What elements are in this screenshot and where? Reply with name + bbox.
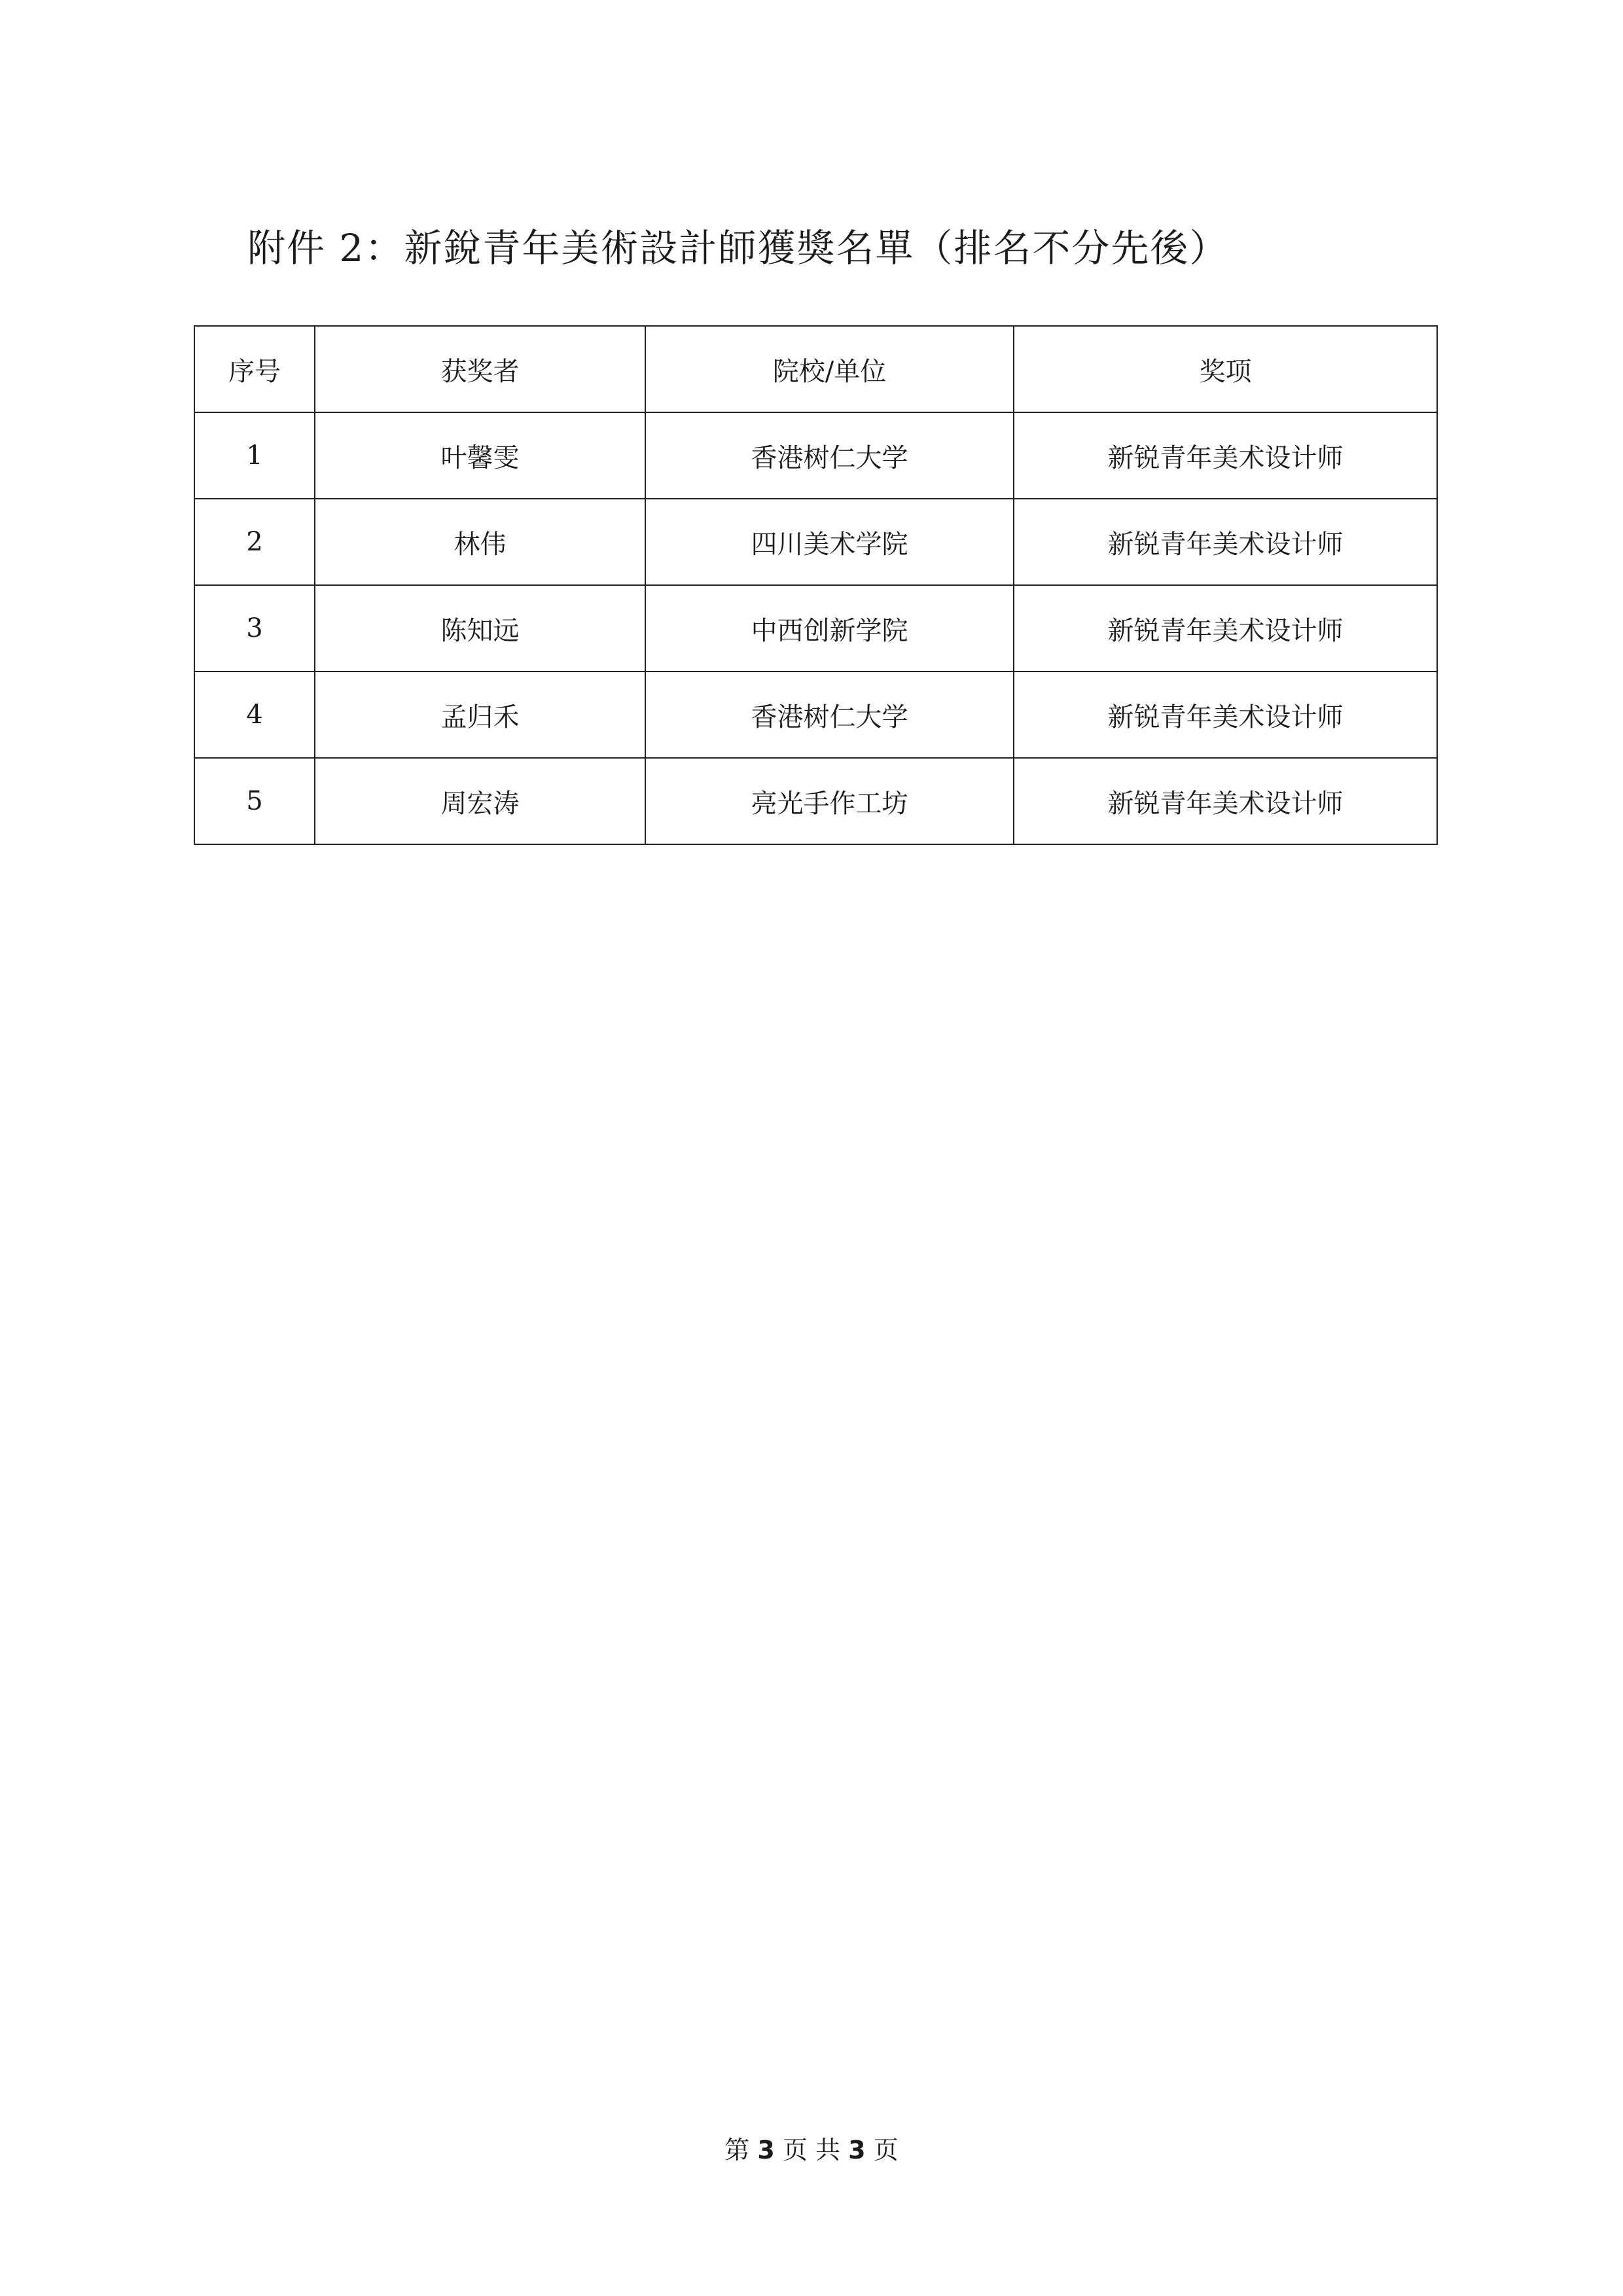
cell-institution: 四川美术学院: [645, 499, 1014, 585]
footer-middle: 页 共: [782, 2136, 841, 2164]
cell-institution: 亮光手作工坊: [645, 758, 1014, 844]
cell-winner: 林伟: [315, 499, 645, 585]
cell-index: 3: [194, 585, 315, 672]
current-page-number: 3: [757, 2136, 775, 2164]
header-institution: 院校/单位: [645, 326, 1014, 412]
footer-prefix: 第: [724, 2136, 750, 2164]
cell-winner: 孟归禾: [315, 672, 645, 758]
cell-award: 新锐青年美术设计师: [1014, 499, 1437, 585]
header-index: 序号: [194, 326, 315, 412]
cell-winner: 周宏涛: [315, 758, 645, 844]
cell-award: 新锐青年美术设计师: [1014, 672, 1437, 758]
table-row: [194, 672, 1437, 758]
cell-award: 新锐青年美术设计师: [1014, 585, 1437, 672]
page-number-footer: [0, 2138, 1623, 2162]
table-row: [194, 412, 1437, 499]
cell-winner: 陈知远: [315, 585, 645, 672]
table-row: [194, 499, 1437, 585]
total-page-number: 3: [848, 2136, 866, 2164]
cell-index: 5: [194, 758, 315, 844]
award-winners-table: [194, 325, 1438, 845]
cell-institution: 香港树仁大学: [645, 672, 1014, 758]
cell-award: 新锐青年美术设计师: [1014, 758, 1437, 844]
cell-winner: 叶馨雯: [315, 412, 645, 499]
header-winner: 获奖者: [315, 326, 645, 412]
cell-index: 2: [194, 499, 315, 585]
table-header-row: [194, 326, 1437, 412]
cell-institution: 中西创新学院: [645, 585, 1014, 672]
header-award: 奖项: [1014, 326, 1437, 412]
page-title: 附件 2：新銳青年美術設計師獲獎名單（排名不分先後）: [247, 226, 1229, 270]
footer-suffix: 页: [873, 2136, 899, 2164]
cell-index: 4: [194, 672, 315, 758]
table-row: [194, 758, 1437, 844]
table-row: [194, 585, 1437, 672]
cell-institution: 香港树仁大学: [645, 412, 1014, 499]
cell-index: 1: [194, 412, 315, 499]
cell-award: 新锐青年美术设计师: [1014, 412, 1437, 499]
